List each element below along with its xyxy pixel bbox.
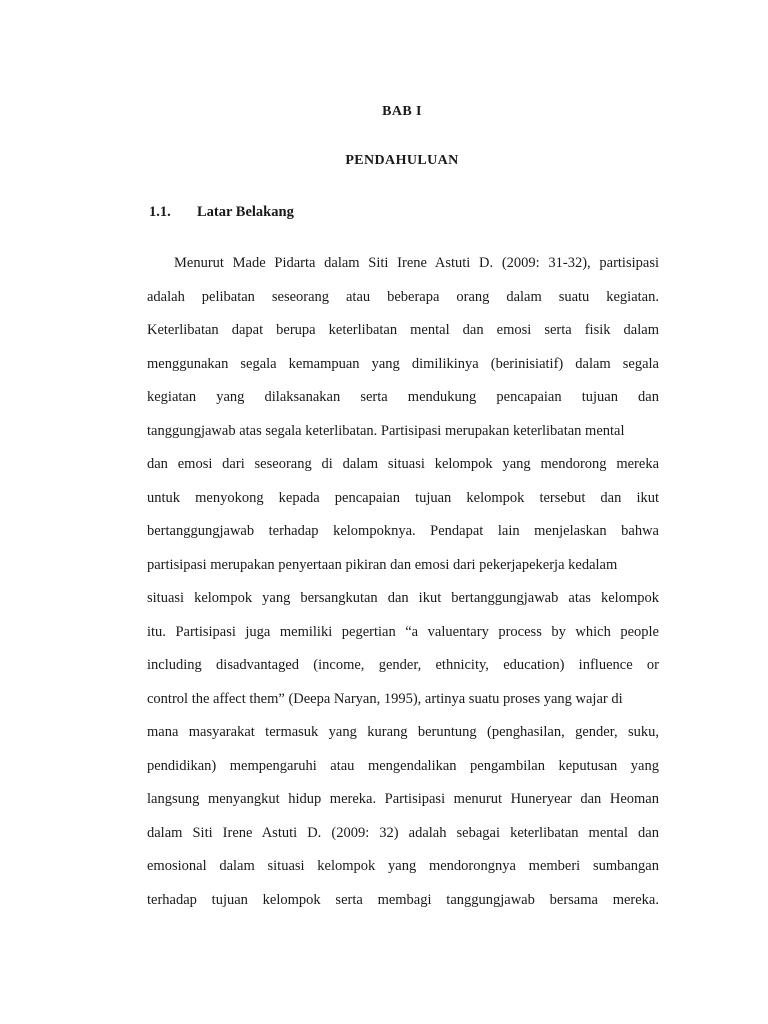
body-line: dan emosi dari seseorang di dalam situasi kelompok yang mendorong mereka (147, 456, 659, 472)
body-line: tanggungjawab atas segala keterlibatan. Partisipasi merupakan keterlibatan mental (147, 422, 625, 439)
section-title: Latar Belakang (197, 204, 294, 220)
body-line: bertanggungjawab terhadap kelompoknya. Pendapat lain menjelaskan bahwa (147, 523, 659, 539)
body-line: control the affect them” (Deepa Naryan, 1995), artinya suatu proses yang wajar di (147, 690, 623, 707)
body-line: partisipasi merupakan penyertaan pikiran dan emosi dari pekerjapekerja kedalam (147, 556, 618, 573)
section-heading (149, 204, 294, 221)
body-line: adalah pelibatan seseorang atau beberapa orang dalam suatu kegiatan. (147, 288, 659, 305)
body-line: emosional dalam situasi kelompok yang mendorongnya memberi sumbangan (147, 858, 659, 874)
body-line: menggunakan segala kemampuan yang dimilikinya (berinisiatif) dalam segala (147, 355, 659, 372)
body-line: terhadap tujuan kelompok serta membagi tanggungjawab bersama mereka. (147, 891, 659, 908)
body-paragraph (147, 250, 659, 920)
body-line: mana masyarakat termasuk yang kurang beruntung (penghasilan, gender, suku, (147, 724, 659, 740)
body-line: untuk menyokong kepada pencapaian tujuan kelompok tersebut dan ikut (147, 489, 659, 506)
body-line: Keterlibatan dapat berupa keterlibatan mental dan emosi serta fisik dalam (147, 322, 659, 338)
chapter-label: BAB I (382, 104, 422, 119)
body-line: pendidikan) mempengaruhi atau mengendalikan pengambilan keputusan yang (147, 757, 659, 774)
body-line: Menurut Made Pidarta dalam Siti Irene Astuti D. (2009: 31-32), partisipasi (174, 255, 659, 271)
body-line: langsung menyangkut hidup mereka. Partisipasi menurut Huneryear dan Heoman (147, 791, 659, 807)
body-line: situasi kelompok yang bersangkutan dan ikut bertanggungjawab atas kelompok (147, 590, 659, 606)
body-line: including disadvantaged (income, gender, ethnicity, education) influence or (147, 657, 659, 673)
chapter-title: PENDAHULUAN (345, 153, 459, 168)
body-line: itu. Partisipasi juga memiliki pegertian “a valuentary process by which people (147, 623, 659, 640)
section-number: 1.1. (149, 204, 171, 220)
body-line: kegiatan yang dilaksanakan serta mendukung pencapaian tujuan dan (147, 389, 659, 405)
body-line: dalam Siti Irene Astuti D. (2009: 32) adalah sebagai keterlibatan mental dan (147, 824, 659, 841)
